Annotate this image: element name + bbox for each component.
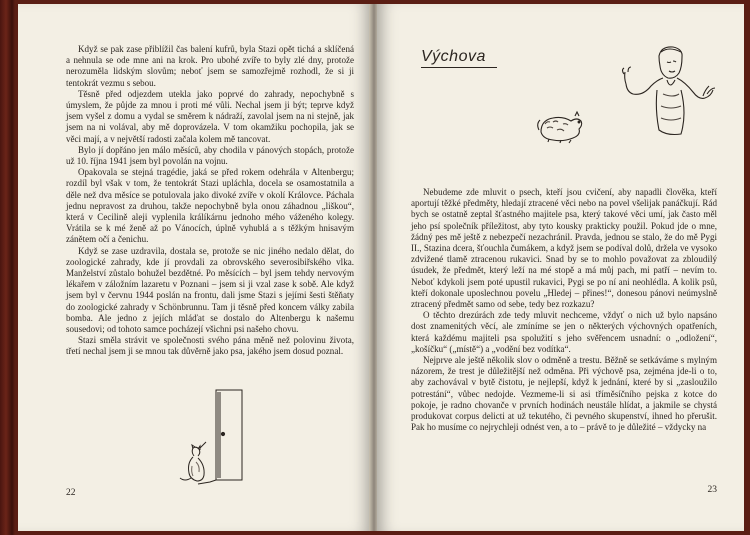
man-gesturing-illustration (617, 44, 717, 146)
paragraph: O těchto drezúrách zde tedy mluvit nechceme, vždyť o nich už bylo napsáno dost znamenitých věcí, ale zmíníme se jen o některých výchovných opatřeních, která každému majiteli psa spolužití s jeho svěřencem usnadní: o „odložení“, „košíčku“ („místě“) a „vodění bez vodítka“. (411, 310, 717, 354)
page-number-left: 22 (66, 488, 76, 498)
paragraph: Nejprve ale ještě několik slov o odměně a trestu. Běžně se setkáváme s mylným názorem, že trest je důležitější než odměna. Při výchově psa, zejména jde-li o to, aby zachovával v bytě čistotu, je nejlepší, když k jednání, které by si „zasloužilo potrestání“, vůbec nedojde. Vezmeme-li si asi tříměsíčního pejska z kotce do pokoje, je radno chovanče v prvních hodinách neustále hlídat, a jakmile se chystá produkovat corpus delicti at už tekutého, či pevného skupenství, ihned ho přerušit. Pak ho musíme co nejrychleji odnést ven, a to – právě to je důležité – vždycky na (411, 355, 717, 433)
cat-at-door-illustration (178, 386, 258, 486)
page-number-right: 23 (707, 485, 717, 495)
right-page (377, 4, 744, 531)
chapter-title: Výchova (421, 48, 486, 65)
left-page-text (66, 44, 354, 358)
paragraph: Stazi směla strávit ve společnosti svého pána měně než polovinu života, třetí nechal jsem ji se mnou tak důvěrně jako psa, jakého jsem dosud poznal. (66, 335, 354, 357)
dog-illustration (535, 110, 587, 144)
paragraph: Bylo jí dopřáno jen málo měsíců, aby chodila v pánových stopách, protože už 10. října 1941 jsem byl povolán na vojnu. (66, 144, 354, 167)
paragraph: Když se pak zase přiblížil čas balení kufrů, byla Stazi opět tichá a sklíčená a nehnula se ode mne ani na krok. Pro ubohé zvíře to byly zlé dny, protože nerozuměla lidským slovům; neboť jsem se samozřejmě rozhodl, že si ji tentokrát vezmu s sebou. (66, 44, 354, 88)
right-page-text (411, 187, 717, 433)
paragraph: Když se zase uzdravila, dostala se, protože se nic jiného nedalo dělat, do zoologické zahrady, kde jí provdali za obrovského severosibiřského vlka. Manželství zůstalo bohužel bezdětné. Po měsících – byl jsem tehdy nervovým lékařem v záložním lazaretu v Poznani – jsem si ji vzal zase k sobě. Ale když jsem byl v červnu 1944 poslán na frontu, dali jsme Stazi s jejími šesti štěňaty do zoologické zahrady v Schönbrunnu. Tam ji těsně před koncem války zabila bomba. Ale jedno z jejích mláďat se dostalo do Altenbergu k našemu sousedovi; od tohoto samce pocházejí všichni psi našeho chovu. (66, 245, 354, 335)
paragraph: Těsně před odjezdem utekla jako poprvé do zahrady, nepochybně s úmyslem, že půjde za mnou i proti mé vůli. Nechal jsem ji být; teprve když jsem vyšel z domu a vydal se směrem k nádraží, zavolal jsem na ni stejně, jak jsem na ni volával, aby mě doprovázela. V tom okamžiku pochopila, jak se věci mají, a v největší radosti začala kolem mě tancovat. (66, 88, 354, 144)
chapter-title-underline (421, 67, 497, 68)
paragraph: Opakovala se stejná tragédie, jaká se před rokem odehrála v Altenbergu; rozdíl byl však v tom, že tentokrát Stazi upláchla, docela se osamostatnila a děle než dva měsíce se potulovala jako divoké zvíře v okolí Královce. Páchala jednu nepravost za druhou, takže nepochybně byla onou záhadnou „liškou“, která v Cecilině aleji vyplenila králíkárnu jednoho mého váženého kolegy. Vrátila se k mé ženě až po Vánocích, úplně vyhublá a s těžkým hnisavým zánětem očí a čenichu. (66, 167, 354, 245)
paragraph: Nebudeme zde mluvit o psech, kteří jsou cvičení, aby napadli člověka, kteří aportují těžké předměty, hledají ztracené věci nebo na povel všelijak panáčkují. Rád bych se ostatně zeptal šťastného majitele psa, který takové věci umí, jak často měl jeho psí společník příležitost, aby tyto kousky prakticky použil. Pokud jde o mne, žádný pes mě ještě z nebezpečí nezachránil. Pravda, jednou se stalo, že do mě Pygi II., Stazina dcera, šťouchla čumákem, a když jsem se podíval dolů, držela ve vysoko zdvižené tlamě ztracenou rukavici. Snad by se to mohlo považovat za zbloudilý úsudek, že předmět, který leží na mé stopě a má můj pach, mi patří – nevím to. Neboť kdykoli jsem poté upustil rukavici, Pygi se po ní ani neohlédla. A kolik psů, kteří dokonale uposlechnou povelu „Hledej – přines!“, donesou pánovi neúmyslně ztracený předmět samo od sebe, tedy bez rozkazu? (411, 187, 717, 310)
left-page (18, 4, 371, 531)
